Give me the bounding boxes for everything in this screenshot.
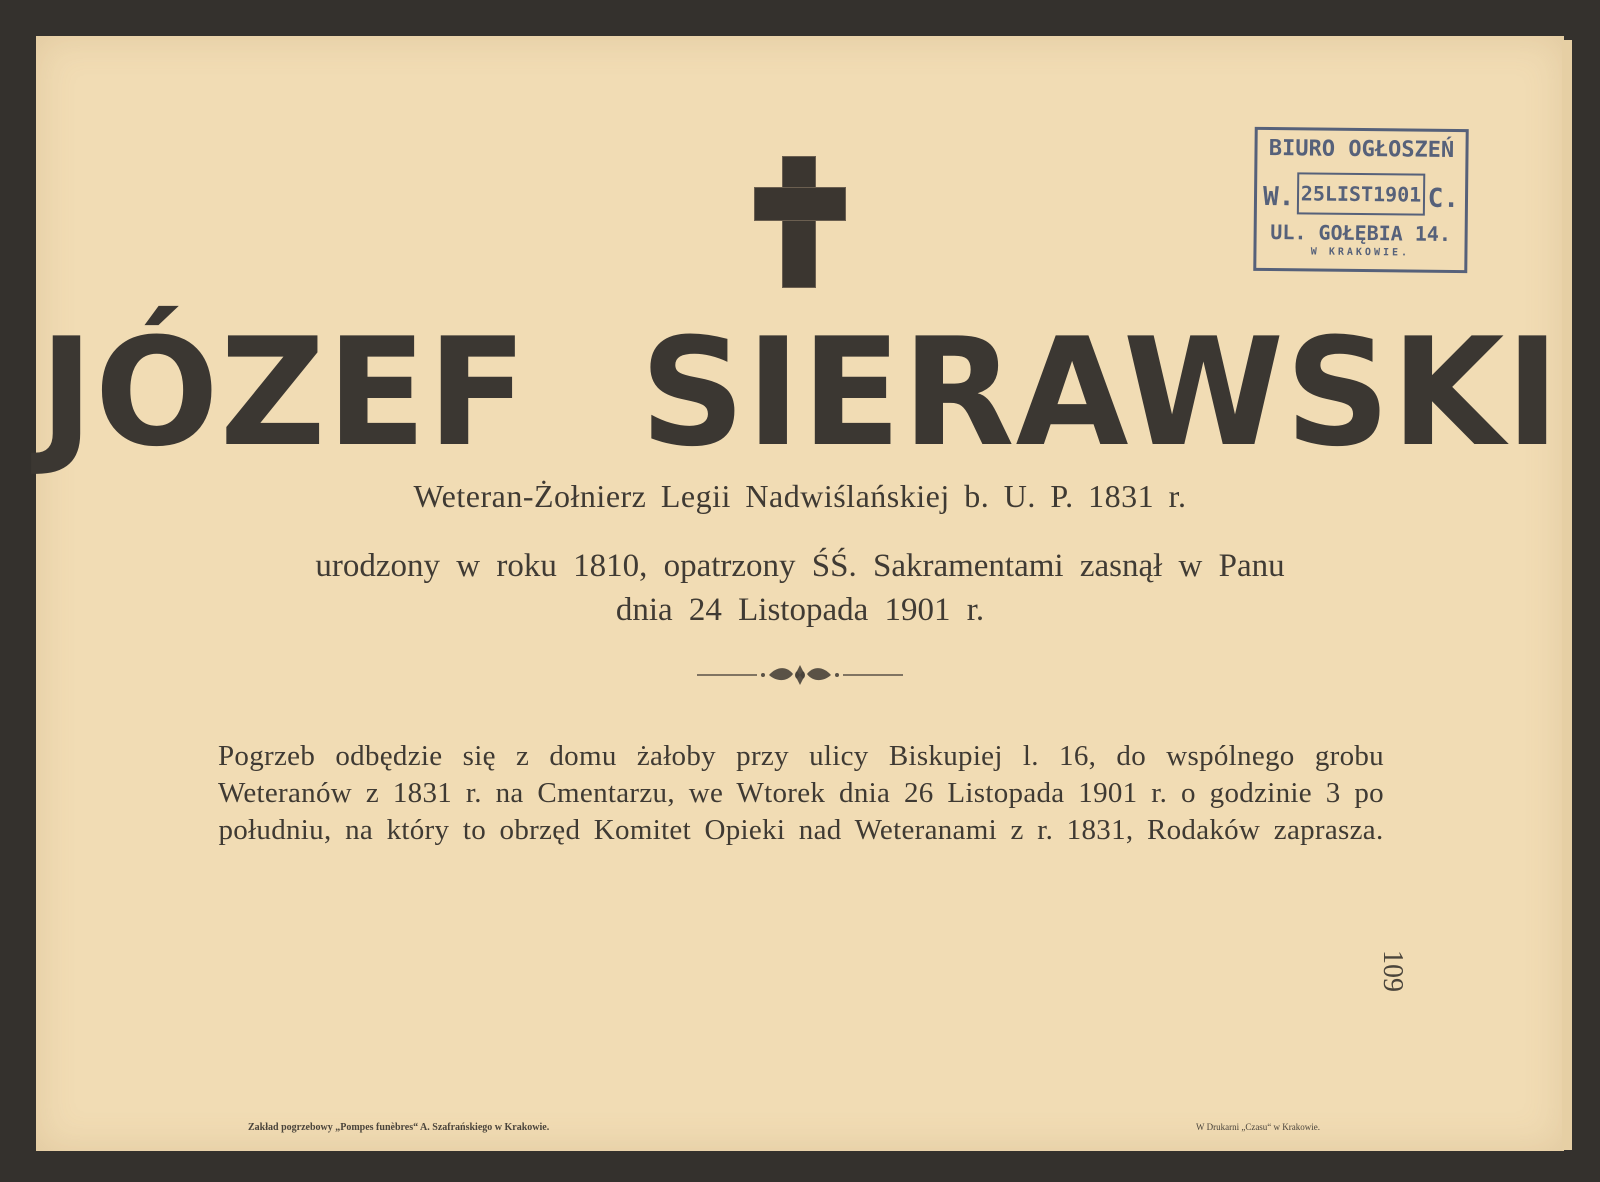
funeral-announcement: Pogrzeb odbędzie się z domu żałoby przy ulicy Biskupiej l. 16, do wspólnego grobu Weteranów z 1831 r. na Cmentarzu, we Wtorek dnia 26 Listopada 1901 r. o godzinie 3 po południu, na który to obrzęd Komitet Opieki nad Weteranami z r. 1831, Rodaków zaprasza.: [218, 740, 1384, 846]
stamp-left-letter: W.: [1262, 181, 1295, 213]
footer-funeral-home: Zakład pogrzebowy „Pompes funèbres“ A. Szafrańskiego w Krakowie.: [248, 1122, 550, 1133]
cross-icon: [754, 156, 846, 288]
footer-printer: W Drukarni „Czasu“ w Krakowie.: [1196, 1122, 1321, 1132]
stamp-title: BIURO OGŁOSZEŃ: [1268, 136, 1455, 163]
birth-death-line-1: urodzony w roku 1810, opatrzony ŚŚ. Sakramentami zasnął w Panu: [315, 548, 1285, 584]
birth-death-line-2: dnia 24 Listopada 1901 r.: [615, 592, 985, 628]
stamp-city: W KRAKOWIE.: [1310, 246, 1411, 259]
cross-vertical-bar: [782, 156, 816, 288]
paper-edge: [1562, 40, 1572, 1150]
stamp-right-letter: C.: [1427, 183, 1460, 215]
deceased-name: JÓZEF SIERAWSKI: [39, 306, 1561, 480]
birth-death-text: [218, 544, 1382, 632]
page-number: 109: [1377, 950, 1408, 992]
office-stamp: [1253, 127, 1468, 273]
stamp-address: UL. GOŁĘBIA 14.: [1270, 220, 1452, 246]
stamp-date: 25LIST1901: [1297, 172, 1425, 215]
ornament-divider: [695, 662, 905, 688]
cross-horizontal-bar: [754, 187, 846, 221]
deceased-title: Weteran-Żołnierz Legii Nadwiślańskiej b. U. P. 1831 r.: [413, 478, 1187, 514]
